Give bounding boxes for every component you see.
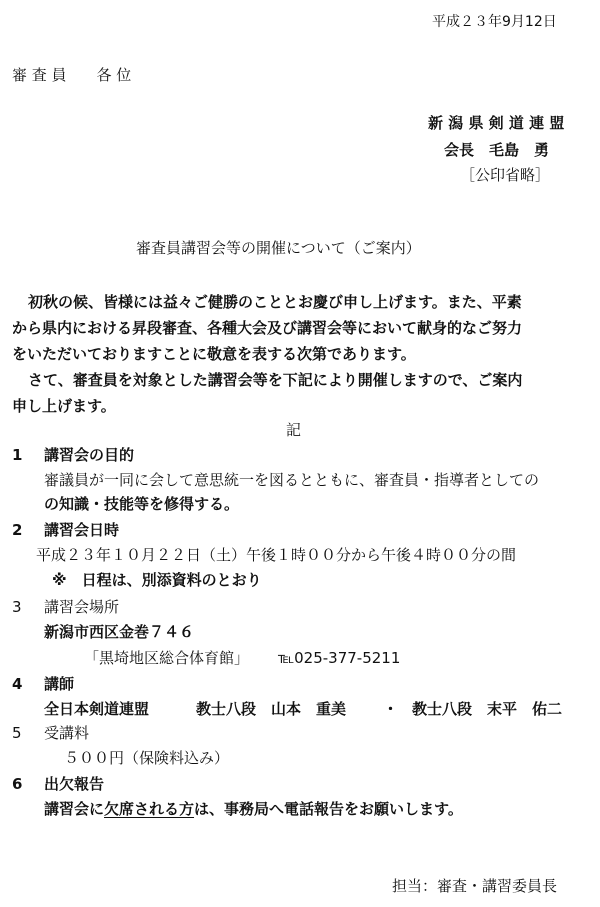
contact-person: 担当：審査・講習委員長 [392, 877, 558, 895]
sender-name: 会長 毛島 勇 [444, 141, 550, 159]
item-4-heading: 講師 [44, 675, 75, 693]
item-3-address: 新潟市西区金巻７４６ [44, 623, 195, 641]
ki-marker: 記 [286, 421, 302, 439]
item-3-number: 3 [12, 598, 22, 616]
body-paragraph-1-line-3: をいただいておりますことに敬意を表する次第であります。 [12, 345, 416, 363]
body-paragraph-1-line-2: から県内における昇段審査、各種大会及び講習会等において献身的なご努力 [12, 319, 523, 337]
item-5-heading: 受講料 [44, 724, 90, 742]
item-4-separator: ・ [383, 700, 399, 718]
item-5-number: 5 [12, 724, 22, 742]
item-2-number: 2 [12, 521, 23, 539]
sender-organization: 新 潟 県 剣 道 連 盟 [428, 114, 565, 132]
item-3-heading: 講習会場所 [44, 598, 120, 616]
body-paragraph-2-line-2: 申し上げます。 [12, 397, 116, 415]
body-paragraph-1-line-1: 初秋の候、皆様には益々ご健勝のこととお慶び申し上げます。また、平素 [28, 293, 522, 311]
item-4-lecturer-1: 教士八段 山本 重美 [196, 700, 347, 718]
item-3-venue: 「黒埼地区総合体育館」 [84, 649, 250, 667]
item-6-text-post: は、事務局へ電話報告をお願いします。 [194, 800, 463, 818]
item-2-heading: 講習会日時 [44, 521, 120, 539]
seal-omitted-note: ［公印省略］ [460, 166, 551, 184]
item-4-lecturer-2: 教士八段 末平 佑二 [412, 700, 563, 718]
item-6-line [44, 799, 463, 819]
item-1-line-1: 審議員が一同に会して意思統一を図るとともに、審査員・指導者としての [44, 471, 540, 489]
item-6-text-underlined: 欠席される方 [104, 800, 195, 818]
item-4-number: 4 [12, 675, 23, 693]
document-title: 審査員講習会等の開催について（ご案内） [136, 239, 421, 257]
item-3-telephone: ℡025-377-5211 [278, 649, 401, 667]
item-1-heading: 講習会の目的 [44, 446, 135, 464]
item-1-number: 1 [12, 446, 23, 464]
item-6-text-pre: 講習会に [44, 800, 105, 818]
item-1-line-2: の知識・技能等を修得する。 [44, 495, 240, 513]
item-6-number: 6 [12, 775, 23, 793]
item-5-fee: ５００円（保険料込み） [64, 749, 230, 767]
date-line: 平成２３年9月12日 [432, 14, 557, 30]
item-2-datetime: 平成２３年１０月２２日（土）午後１時００分から午後４時００分の間 [36, 546, 517, 564]
item-4-organization: 全日本剣道連盟 [44, 700, 150, 718]
body-paragraph-2-line-1: さて、審査員を対象とした講習会等を下記により開催しますので、ご案内 [28, 371, 523, 389]
item-2-schedule-note: ※ 日程は、別添資料のとおり [52, 571, 262, 589]
item-6-heading: 出欠報告 [44, 775, 105, 793]
recipient-line: 審 査 員 各 位 [12, 66, 132, 84]
